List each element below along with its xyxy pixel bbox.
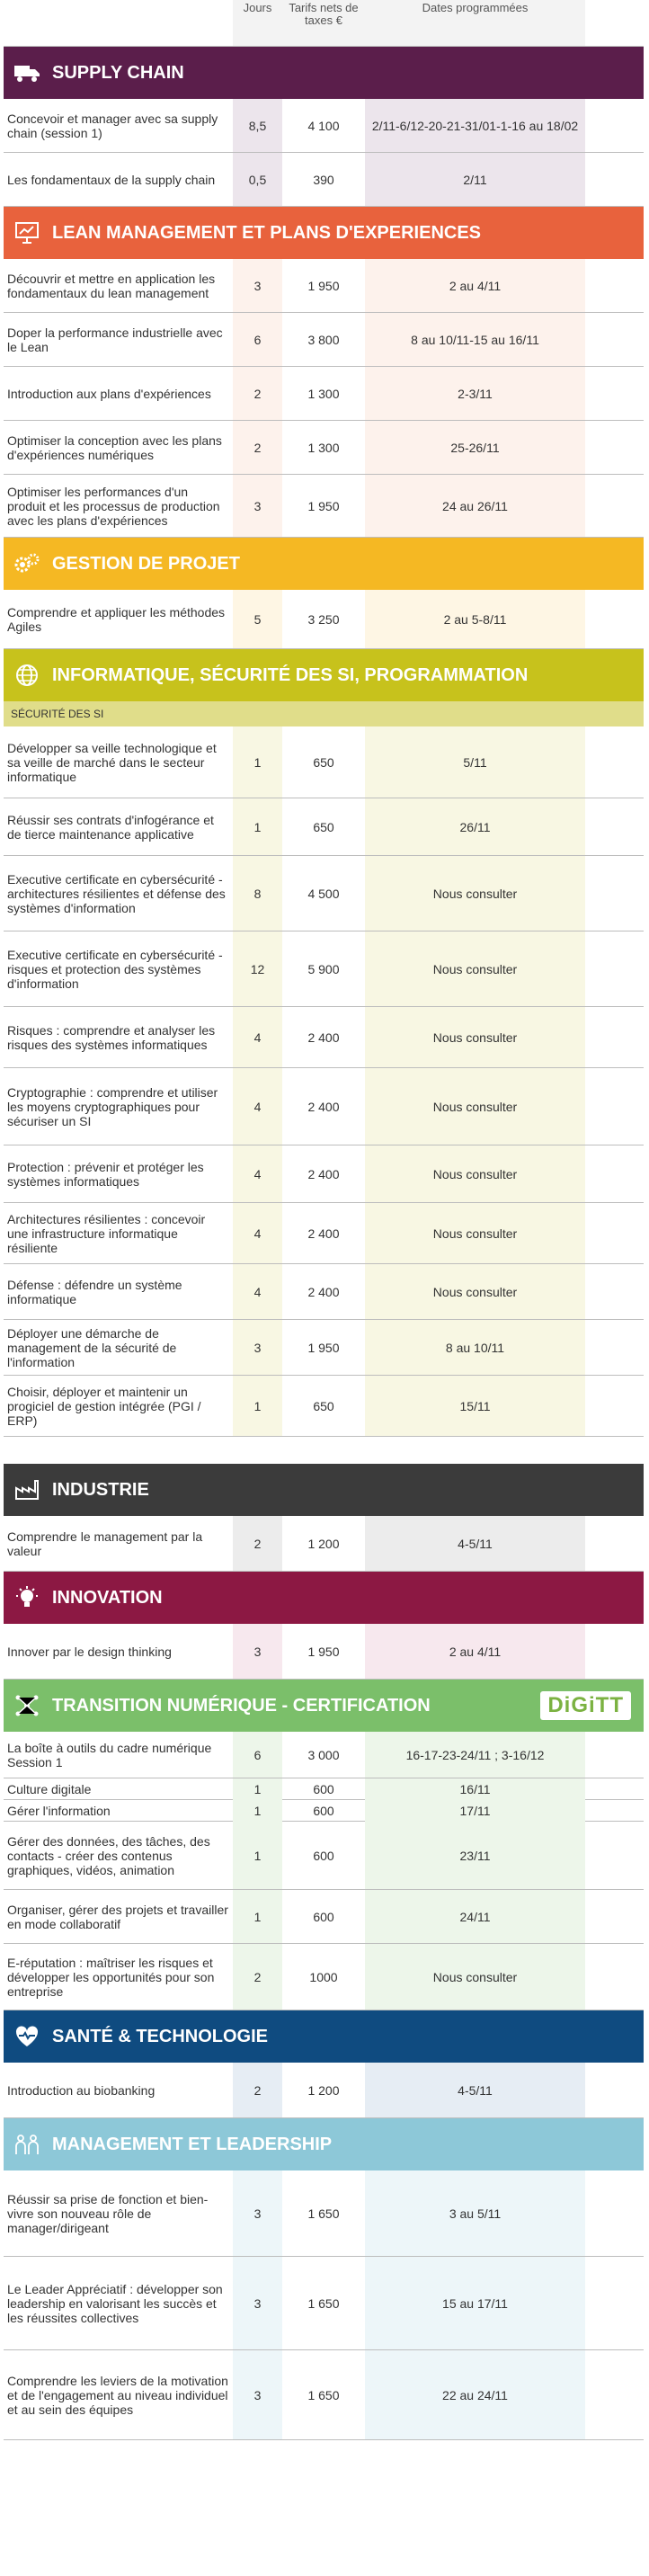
course-title[interactable]: Introduction au biobanking xyxy=(7,2082,156,2098)
table-row xyxy=(4,313,644,367)
course-title[interactable]: Protection : prévenir et protéger les systèmes informatiques xyxy=(7,1159,204,1189)
course-title[interactable]: Développer sa veille technologique et sa veille de marché dans le secteur informatique xyxy=(7,740,217,784)
table-row xyxy=(4,1068,644,1145)
course-title[interactable]: Déployer une démarche de management de la sécurité de l'information xyxy=(7,1325,177,1369)
section-header xyxy=(4,1572,644,1624)
course-dates: 24 au 26/11 xyxy=(365,475,585,537)
people-icon xyxy=(13,2130,41,2159)
course-title[interactable]: Les fondamentaux de la supply chain xyxy=(7,172,216,187)
table-row xyxy=(4,367,644,421)
course-price: 2 400 xyxy=(307,1284,340,1299)
table-row xyxy=(4,2063,644,2118)
course-days: 1 xyxy=(233,1822,282,1889)
course-price: 600 xyxy=(313,1848,334,1863)
table-row xyxy=(4,1376,644,1437)
section-title: SUPPLY CHAIN xyxy=(52,62,184,83)
course-price: 4 500 xyxy=(307,886,340,901)
course-dates: Nous consulter xyxy=(365,856,585,931)
course-dates: 2-3/11 xyxy=(365,367,585,420)
course-days: 4 xyxy=(233,1007,282,1067)
course-price: 1 650 xyxy=(307,2387,340,2402)
table-row xyxy=(4,1944,644,2010)
table-row xyxy=(4,1007,644,1068)
course-dates: 17/11 xyxy=(365,1800,585,1822)
course-days: 3 xyxy=(233,1320,282,1375)
table-row xyxy=(4,1890,644,1944)
course-dates: 5/11 xyxy=(365,726,585,798)
course-dates: 2/11-6/12-20-21-31/01-1-16 au 18/02 xyxy=(365,99,585,152)
network-icon xyxy=(13,1691,41,1720)
course-title[interactable]: Executive certificate en cybersécurité - risques et protection des systèmes d'information xyxy=(7,947,223,991)
course-days: 3 xyxy=(233,2350,282,2439)
course-days: 0,5 xyxy=(233,153,282,206)
header-dates: Dates programmées xyxy=(365,0,585,46)
course-title[interactable]: Cryptographie : comprendre et utiliser les moyens cryptographiques pour sécuriser un SI xyxy=(7,1084,218,1128)
course-price: 600 xyxy=(313,1909,334,1924)
header-tarifs: Tarifs nets de taxes € xyxy=(282,0,365,46)
course-price: 1000 xyxy=(309,1969,338,1984)
course-title[interactable]: Innover par le design thinking xyxy=(7,1644,172,1659)
course-days: 2 xyxy=(233,367,282,420)
course-days: 3 xyxy=(233,2170,282,2256)
course-title[interactable]: E-réputation : maîtriser les risques et développer les opportunités pour son entreprise xyxy=(7,1955,215,1999)
course-dates: Nous consulter xyxy=(365,1068,585,1145)
course-dates: 2 au 5-8/11 xyxy=(365,590,585,648)
table-row xyxy=(4,798,644,856)
section-title: MANAGEMENT ET LEADERSHIP xyxy=(52,2134,333,2154)
table-row xyxy=(4,726,644,798)
course-dates: 2 au 4/11 xyxy=(365,259,585,312)
course-price: 1 650 xyxy=(307,2295,340,2311)
course-dates: 26/11 xyxy=(365,798,585,855)
course-days: 4 xyxy=(233,1145,282,1202)
course-price: 600 xyxy=(313,1804,334,1818)
course-dates: 8 au 10/11-15 au 16/11 xyxy=(365,313,585,366)
header-jours: Jours xyxy=(233,0,282,46)
course-price: 3 250 xyxy=(307,611,340,627)
course-title[interactable]: Réussir ses contrats d'infogérance et de tierce maintenance applicative xyxy=(7,812,214,842)
course-price: 600 xyxy=(313,1782,334,1796)
section-gap xyxy=(4,1437,644,1464)
section-header xyxy=(4,2118,644,2170)
presentation-icon xyxy=(13,218,41,247)
table-row xyxy=(4,99,644,153)
course-days: 2 xyxy=(233,2063,282,2117)
course-title[interactable]: Comprendre le management par la valeur xyxy=(7,1529,203,1558)
table-row xyxy=(4,1516,644,1572)
course-price: 1 200 xyxy=(307,1536,340,1551)
course-days: 6 xyxy=(233,313,282,366)
course-title[interactable]: Risques : comprendre et analyser les risques des systèmes informatiques xyxy=(7,1022,216,1052)
table-row xyxy=(4,1145,644,1203)
section-title: INNOVATION xyxy=(52,1587,163,1608)
table-row xyxy=(4,475,644,538)
course-dates: 15 au 17/11 xyxy=(365,2257,585,2349)
course-price: 650 xyxy=(313,819,334,834)
course-price: 3 800 xyxy=(307,332,340,347)
course-title[interactable]: Optimiser les performances d'un produit et les processus de production avec les plans d'expériences xyxy=(7,484,220,528)
course-days: 2 xyxy=(233,421,282,474)
section-header xyxy=(4,207,644,259)
truck-icon xyxy=(13,58,41,87)
course-days: 4 xyxy=(233,1068,282,1145)
course-title[interactable]: Culture digitale xyxy=(7,1782,92,1796)
digitt-logo: DiGiTT xyxy=(540,1691,631,1720)
course-dates: 4-5/11 xyxy=(365,2063,585,2117)
heart-icon xyxy=(13,2022,41,2051)
bulb-icon xyxy=(13,1583,41,1612)
section-header xyxy=(4,538,644,590)
course-title[interactable]: Comprendre et appliquer les méthodes Agiles xyxy=(7,604,226,634)
course-price: 5 900 xyxy=(307,961,340,976)
course-title[interactable]: Découvrir et mettre en application les fondamentaux du lean management xyxy=(7,271,216,300)
course-dates: Nous consulter xyxy=(365,1007,585,1067)
course-days: 1 xyxy=(233,1890,282,1943)
training-catalog-table xyxy=(4,0,644,2440)
course-days: 8,5 xyxy=(233,99,282,152)
course-days: 1 xyxy=(233,1778,282,1800)
course-dates: 16/11 xyxy=(365,1778,585,1800)
course-days: 3 xyxy=(233,2257,282,2349)
course-price: 1 200 xyxy=(307,2082,340,2098)
course-days: 2 xyxy=(233,1516,282,1571)
course-title[interactable]: Concevoir et manager avec sa supply chain (session 1) xyxy=(7,111,218,140)
course-price: 2 400 xyxy=(307,1226,340,1241)
section-title: INFORMATIQUE, SÉCURITÉ DES SI, PROGRAMMATION xyxy=(52,664,529,685)
course-price: 2 400 xyxy=(307,1030,340,1045)
course-price: 1 950 xyxy=(307,1644,340,1659)
course-title[interactable]: Le Leader Appréciatif : développer son leadership en valorisant les succès et les réussites collectives xyxy=(7,2281,223,2325)
table-row xyxy=(4,1800,644,1822)
table-row xyxy=(4,1320,644,1376)
course-days: 4 xyxy=(233,1203,282,1263)
table-row xyxy=(4,2350,644,2440)
course-price: 1 650 xyxy=(307,2206,340,2221)
section-header xyxy=(4,1680,644,1732)
course-price: 1 950 xyxy=(307,498,340,513)
course-dates: Nous consulter xyxy=(365,1203,585,1263)
course-price: 2 400 xyxy=(307,1099,340,1114)
course-title[interactable]: Organiser, gérer des projets et travailler en mode collaboratif xyxy=(7,1902,228,1931)
table-row xyxy=(4,1778,644,1800)
section-header xyxy=(4,649,644,701)
course-dates: 16-17-23-24/11 ; 3-16/12 xyxy=(365,1732,585,1778)
table-row xyxy=(4,1732,644,1778)
course-dates: 4-5/11 xyxy=(365,1516,585,1571)
course-dates: Nous consulter xyxy=(365,931,585,1006)
course-price: 650 xyxy=(313,1398,334,1413)
factory-icon xyxy=(13,1475,41,1504)
course-title[interactable]: Choisir, déployer et maintenir un progiciel de gestion intégrée (PGI / ERP) xyxy=(7,1384,201,1428)
table-row xyxy=(4,856,644,931)
course-days: 5 xyxy=(233,590,282,648)
table-row xyxy=(4,2257,644,2350)
table-row xyxy=(4,2170,644,2257)
section-title: GESTION DE PROJET xyxy=(52,553,240,574)
section-title: TRANSITION NUMÉRIQUE - CERTIFICATION xyxy=(52,1695,431,1716)
gears-icon xyxy=(13,549,41,578)
course-days: 6 xyxy=(233,1732,282,1778)
course-title[interactable]: La boîte à outils du cadre numérique Session 1 xyxy=(7,1740,212,1769)
course-days: 1 xyxy=(233,1800,282,1822)
course-days: 1 xyxy=(233,726,282,798)
course-price: 650 xyxy=(313,754,334,770)
course-days: 1 xyxy=(233,1376,282,1436)
course-title[interactable]: Défense : défendre un système informatique xyxy=(7,1277,182,1306)
course-dates: 22 au 24/11 xyxy=(365,2350,585,2439)
course-dates: Nous consulter xyxy=(365,1145,585,1202)
course-title[interactable]: Executive certificate en cybersécurité - architectures résilientes et défense des systèmes d'information xyxy=(7,871,226,915)
course-title[interactable]: Gérer l'information xyxy=(7,1804,111,1818)
course-days: 3 xyxy=(233,1624,282,1679)
course-price: 1 950 xyxy=(307,1340,340,1355)
course-dates: Nous consulter xyxy=(365,1944,585,2010)
course-title[interactable]: Doper la performance industrielle avec le Lean xyxy=(7,325,223,354)
header-blank xyxy=(4,0,233,46)
course-days: 8 xyxy=(233,856,282,931)
table-row xyxy=(4,1624,644,1680)
table-row xyxy=(4,421,644,475)
course-days: 4 xyxy=(233,1264,282,1319)
globe-icon xyxy=(13,661,41,690)
course-days: 3 xyxy=(233,475,282,537)
course-price: 2 400 xyxy=(307,1166,340,1181)
course-title[interactable]: Optimiser la conception avec les plans d'expériences numériques xyxy=(7,432,222,462)
course-days: 12 xyxy=(233,931,282,1006)
course-days: 1 xyxy=(233,798,282,855)
table-header xyxy=(4,0,644,47)
table-row xyxy=(4,1264,644,1320)
course-days: 2 xyxy=(233,1944,282,2010)
course-dates: 23/11 xyxy=(365,1822,585,1889)
section-header xyxy=(4,47,644,99)
course-dates: 3 au 5/11 xyxy=(365,2170,585,2256)
course-dates: 8 au 10/11 xyxy=(365,1320,585,1375)
section-title: LEAN MANAGEMENT ET PLANS D'EXPERIENCES xyxy=(52,222,482,243)
course-dates: 25-26/11 xyxy=(365,421,585,474)
table-row xyxy=(4,259,644,313)
table-row xyxy=(4,1203,644,1264)
course-price: 390 xyxy=(313,172,334,187)
table-row xyxy=(4,1822,644,1890)
section-title: SANTÉ & TECHNOLOGIE xyxy=(52,2026,269,2046)
course-price: 1 300 xyxy=(307,440,340,455)
course-title[interactable]: Gérer des données, des tâches, des contacts - créer des contenus graphiques, vidéos, animation xyxy=(7,1833,210,1877)
course-title[interactable]: Comprendre les leviers de la motivation et de l'engagement au niveau individuel et au sein des équipes xyxy=(7,2373,228,2417)
course-title[interactable]: Architectures résilientes : concevoir une infrastructure informatique résiliente xyxy=(7,1211,206,1255)
course-price: 3 000 xyxy=(307,1747,340,1762)
course-dates: 2 au 4/11 xyxy=(365,1624,585,1679)
section-title: INDUSTRIE xyxy=(52,1479,149,1500)
table-row xyxy=(4,153,644,207)
section-header xyxy=(4,2010,644,2063)
table-row xyxy=(4,590,644,649)
course-dates: 2/11 xyxy=(365,153,585,206)
section-subheader: SÉCURITÉ DES SI xyxy=(4,701,644,726)
table-row xyxy=(4,931,644,1007)
course-price: 1 950 xyxy=(307,278,340,293)
course-dates: 15/11 xyxy=(365,1376,585,1436)
course-title[interactable]: Introduction aux plans d'expériences xyxy=(7,386,211,401)
course-price: 4 100 xyxy=(307,118,340,133)
course-days: 3 xyxy=(233,259,282,312)
course-dates: Nous consulter xyxy=(365,1264,585,1319)
course-dates: 24/11 xyxy=(365,1890,585,1943)
course-title[interactable]: Réussir sa prise de fonction et bien-vivre son nouveau rôle de manager/dirigeant xyxy=(7,2191,209,2235)
section-header xyxy=(4,1464,644,1516)
course-price: 1 300 xyxy=(307,386,340,401)
